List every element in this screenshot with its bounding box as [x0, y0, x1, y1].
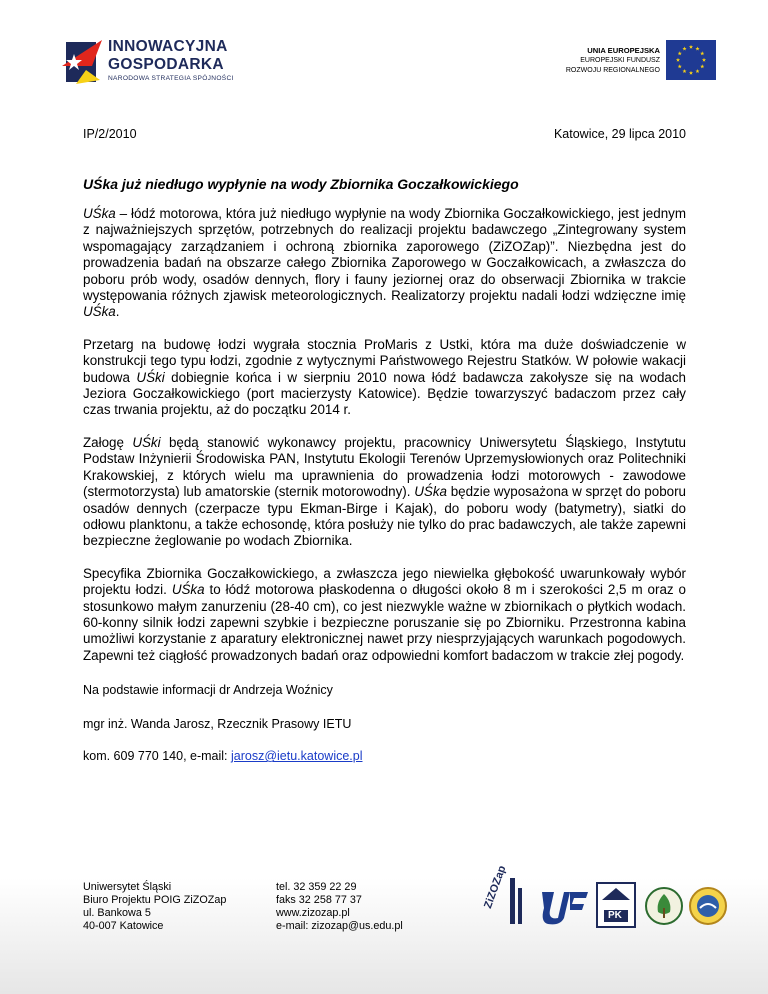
paragraph-3-text-a: Załogę [83, 434, 133, 450]
contact-name: mgr inż. Wanda Jarosz, Rzecznik Prasowy IETU [83, 717, 352, 732]
zizozap-logo-text: ZiZOZap [482, 864, 509, 911]
eu-star-icon [676, 58, 680, 62]
boat-name: UŚka [171, 582, 205, 598]
document-title: UŚka już niedługo wypłynie na wody Zbiornika Goczałkowickiego [83, 176, 519, 192]
footer-address-line: Biuro Projektu POIG ZiZOZap [83, 894, 227, 906]
boat-name: UŚki [132, 434, 161, 450]
footer-address-line: ul. Bankowa 5 [83, 907, 151, 919]
paragraph-2 [83, 337, 686, 419]
eu-line3: ROZWOJU REGIONALNEGO [565, 67, 660, 74]
boat-name: UŚka [414, 484, 447, 500]
innowacyjna-gospodarka-logo [62, 36, 262, 90]
ietu-logo-icon [644, 886, 684, 926]
eu-star-icon [695, 47, 699, 51]
document-reference: IP/2/2010 [83, 127, 137, 141]
pk-logo-text: PK [608, 910, 622, 921]
footer-address-line: 40-007 Katowice [83, 920, 164, 932]
us-university-logo-icon [540, 888, 590, 926]
eu-logo-block [556, 40, 716, 82]
eu-star-icon [689, 71, 693, 75]
contact-email-link[interactable]: jarosz@ietu.katowice.pl [231, 749, 363, 764]
source-note: Na podstawie informacji dr Andrzeja Woźnicy [83, 683, 333, 698]
ipis-pan-logo-icon [688, 886, 728, 926]
eu-line2: EUROPEJSKI FUNDUSZ [580, 57, 660, 64]
eu-star-icon [682, 47, 686, 51]
innowacyjna-line1: INNOWACYJNA [108, 38, 228, 55]
pk-logo [596, 882, 636, 928]
footer-contact [276, 881, 403, 933]
document-date: Katowice, 29 lipca 2010 [553, 127, 686, 141]
eu-stars [666, 40, 716, 80]
innowacyjna-star-icon [62, 36, 104, 88]
eu-star-icon [702, 58, 706, 62]
eu-line1: UNIA EUROPEJSKA [587, 46, 660, 55]
paragraph-4-text-a: Specyfika Zbiornika Goczałkowickiego, a zwłaszcza jego niewielka głębokość uwarunkowały wybór projektu łodzi. [83, 565, 686, 598]
paragraph-1 [83, 206, 686, 321]
eu-flag-icon [666, 40, 716, 80]
footer-phone: tel. 32 359 22 29 [276, 881, 357, 893]
document-body [83, 206, 686, 780]
innowacyjna-line2: GOSPODARKA [108, 56, 224, 73]
paragraph-3 [83, 435, 686, 550]
eu-star-icon [700, 64, 704, 68]
contact-line [83, 748, 686, 764]
paragraph-3-text-b: będą stanowić wykonawcy projektu, pracownicy Uniwersytetu Śląskiego, Instytutu Podstaw Inżynierii Środowiska PAN, Instytutu Ekologii Terenów Uprzemysłowionych oraz Politechniki Krakowskiej, z których wielu ma uprawnienia do prowadzenia łodzi motorowych - zawodowe (stermotorzysta) lub amatorskie (sternik motorowodny). [83, 434, 686, 500]
footer [0, 864, 768, 994]
paragraph-2-text-b: dobiegnie końca i w sierpniu 2010 nowa łódź badawcza zakołysze się na wodach Jeziora Goczałkowickiego (port macierzysty Katowice). Będzie towarzyszyć badaczom przez cały czas trwania projektu, aż do początku 2014 r. [83, 369, 686, 418]
paragraph-1-text: – łódź motorowa, która już niedługo wypłynie na wody Zbiornika Goczałkowickiego, jest jednym z najważniejszych sprzętów, potrzebnych do realizacji projektu badawczego „Zintegrowany system wspomagający zarządzaniem i ochroną zbiornika zaporowego (ZiZOZap)”. Niezbędna jest do prowadzenia badań na obszarze całego Zbiornika Zaporowego w Goczałkowicach, a zwłaszcza do poboru prób wody, osadów dennych, flory i fauny jeziornej oraz do obserwacji Zbiornika w trakcie występowania różnych zjawisk meteorologicznych. Realizatorzy projektu nadali łodzi wdzięczne imię [83, 206, 686, 304]
boat-name: UŚki [136, 369, 165, 385]
contact-phone: kom. 609 770 140, e-mail: [83, 749, 231, 764]
boat-name: UŚka [83, 206, 116, 221]
paragraph-3-text-c: będzie wyposażona w sprzęt do poboru osadów dennych (czerpacze typu Ekman-Birge i Kajak), do poboru wody (batymetry), siatki do odłowu planktonu, a także echosondę, która posłuży nie tylko do prac badawczych, ale także zapewni bezpieczne żeglowanie po wodach Zbiornika. [83, 484, 686, 549]
eu-star-icon [695, 69, 699, 73]
eu-star-icon [678, 64, 682, 68]
eu-star-icon [682, 69, 686, 73]
boat-name: UŚka [83, 304, 116, 320]
pk-logo-icon [596, 882, 636, 928]
eu-star-icon [700, 51, 704, 55]
footer-website[interactable]: www.zizozap.pl [276, 907, 350, 919]
paragraph-1-end: . [115, 304, 120, 320]
eu-star-icon [678, 51, 682, 55]
footer-email[interactable]: e-mail: zizozap@us.edu.pl [276, 920, 403, 932]
paragraph-4-text-b: to łódź motorowa płaskodenna o długości około 8 m i szerokości 2,5 m oraz o stosunkowo małym zanurzeniu (28-40 cm), co jest niezwykle ważne w zbiornikach o płytkich wodach. 60-konny silnik łodzi zapewni szybkie i bezpieczne poruszanie się po Zbiorniku. Przestronna kabina umożliwi korzystanie z aparatury elektronicznej nawet przy niesprzyjających warunkach pogodowych. Zapewni też ciągłość prowadzonych badań oraz odpowiedni komfort badaczom w trakcie złej pogody. [83, 582, 686, 663]
eu-star-icon [689, 45, 693, 49]
paragraph-4 [83, 566, 686, 664]
footer-address [83, 881, 226, 933]
zizozap-logo [480, 864, 526, 928]
paragraph-2-text-a: Przetarg na budowę łodzi wygrała stocznia ProMaris z Ustki, która ma duże doświadczenie w konstrukcji tego typu łodzi, zgodnie z wytycznymi Państwowego Rejestru Statków. W połowie wakacji budowa [83, 336, 686, 385]
footer-address-line: Uniwersytet Śląski [83, 881, 172, 893]
innowacyjna-subtitle: NARODOWA STRATEGIA SPÓJNOŚCI [108, 75, 234, 82]
footer-fax: faks 32 258 77 37 [276, 894, 362, 906]
